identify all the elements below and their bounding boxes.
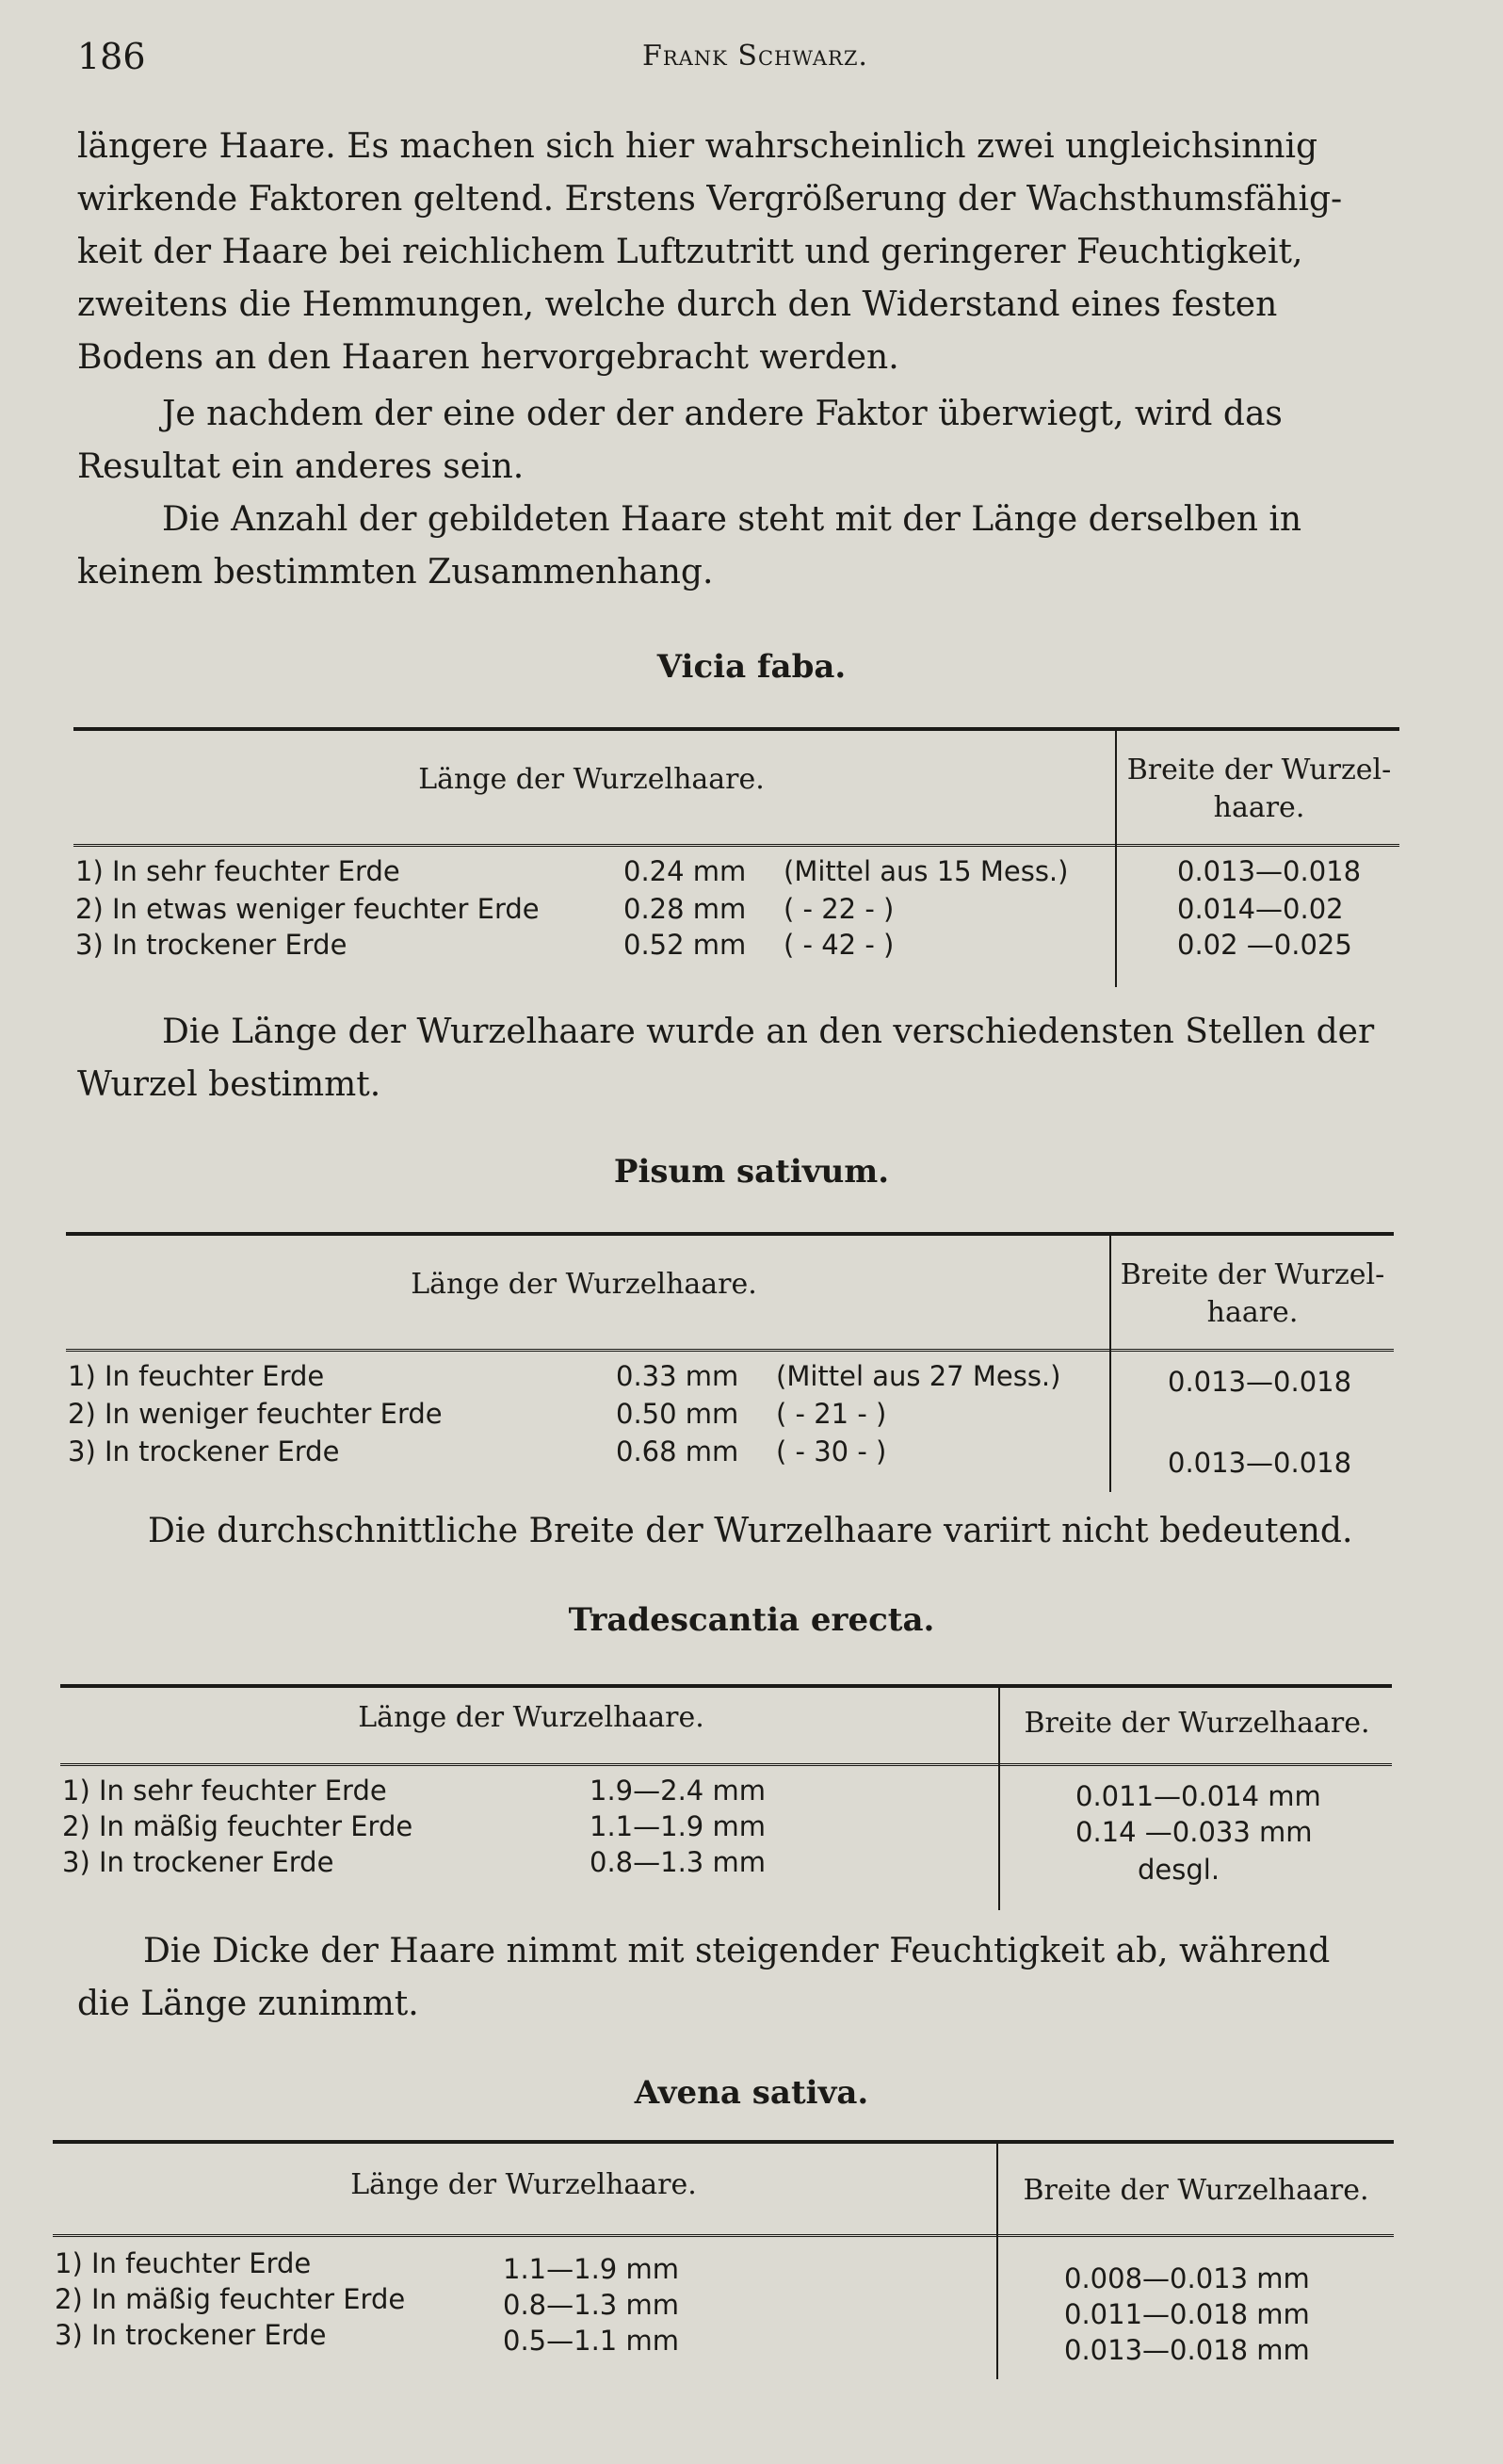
table-header bbox=[53, 2144, 1394, 2237]
paragraph-3 bbox=[77, 494, 1452, 599]
width-value: 0.013—0.018 mm bbox=[1064, 2334, 1310, 2366]
width-value: 0.02 —0.025 bbox=[1177, 929, 1352, 961]
row-label: 2) In mäßig feuchter Erde bbox=[55, 2283, 406, 2315]
row-label: 2) In mäßig feuchter Erde bbox=[62, 1810, 413, 1842]
width-value: 0.013—0.018 bbox=[1177, 855, 1362, 887]
row-label: 2) In etwas weniger feuchter Erde bbox=[75, 893, 540, 925]
measurement-note: ( - 22 - ) bbox=[784, 893, 895, 925]
paragraph-4 bbox=[77, 1006, 1452, 1111]
text-line: Die Dicke der Haare nimmt mit steigender Feuchtigkeit ab, während bbox=[143, 1932, 1331, 1970]
paragraph-1 bbox=[77, 121, 1452, 384]
text-line: Wurzel bestimmt. bbox=[77, 1065, 381, 1104]
column-divider bbox=[1115, 731, 1117, 987]
measurement-note: ( - 30 - ) bbox=[776, 1435, 887, 1467]
length-value: 0.28 mm bbox=[623, 893, 747, 925]
table-header bbox=[60, 1688, 1392, 1766]
text-line: Die Länge der Wurzelhaare wurde an den verschiedensten Stellen der bbox=[162, 1013, 1375, 1051]
text-line: Bodens an den Haaren hervorgebracht werden. bbox=[77, 338, 899, 377]
row-label: 3) In trockener Erde bbox=[75, 929, 347, 961]
column-header-width bbox=[1111, 1256, 1394, 1332]
table-pisum bbox=[66, 1232, 1394, 1492]
paragraph-5 bbox=[77, 1505, 1452, 1558]
text-line: Resultat ein anderes sein. bbox=[77, 447, 525, 486]
paragraph-6 bbox=[77, 1925, 1452, 2031]
width-value: 0.011—0.018 mm bbox=[1064, 2298, 1310, 2330]
row-label: 2) In weniger feuchter Erde bbox=[68, 1398, 443, 1430]
width-value: 0.014—0.02 bbox=[1177, 893, 1344, 925]
column-divider bbox=[1109, 1236, 1111, 1492]
column-header-length: Länge der Wurzelhaare. bbox=[418, 763, 765, 796]
measurement-note: ( - 42 - ) bbox=[784, 929, 895, 961]
text-line: Die Anzahl der gebildeten Haare steht mit der Länge derselben in bbox=[162, 500, 1302, 539]
page-number: 186 bbox=[77, 36, 146, 77]
length-value: 0.5—1.1 mm bbox=[503, 2325, 679, 2357]
text-line: Die durchschnittliche Breite der Wurzelhaare variirt nicht bedeutend. bbox=[148, 1512, 1353, 1550]
width-value: 0.013—0.018 bbox=[1168, 1447, 1352, 1479]
table-header bbox=[73, 731, 1399, 847]
row-label: 1) In feuchter Erde bbox=[68, 1360, 325, 1392]
text-line: Je nachdem der eine oder der andere Faktor überwiegt, wird das bbox=[162, 395, 1283, 433]
page-header bbox=[77, 36, 1443, 83]
text-line: die Länge zunimmt. bbox=[77, 1985, 419, 2023]
measurement-note: ( - 21 - ) bbox=[776, 1398, 887, 1430]
row-label: 3) In trockener Erde bbox=[55, 2319, 327, 2351]
row-label: 3) In trockener Erde bbox=[62, 1846, 334, 1878]
running-title: Frank Schwarz. bbox=[642, 40, 868, 73]
length-value: 0.50 mm bbox=[616, 1398, 739, 1430]
length-value: 0.33 mm bbox=[616, 1360, 739, 1392]
column-header-length: Länge der Wurzelhaare. bbox=[411, 1268, 757, 1301]
text-line: keinem bestimmten Zusammenhang. bbox=[77, 553, 714, 592]
column-divider bbox=[998, 1688, 1000, 1910]
column-header-width: Breite der Wurzelhaare. bbox=[1024, 1707, 1370, 1740]
text-line: zweitens die Hemmungen, welche durch den Widerstand eines festen bbox=[77, 285, 1278, 324]
header-line: haare. bbox=[1213, 791, 1305, 824]
length-value: 1.1—1.9 mm bbox=[503, 2253, 679, 2285]
length-value: 1.1—1.9 mm bbox=[590, 1810, 766, 1842]
text-line: keit der Haare bei reichlichem Luftzutritt und geringerer Feuchtigkeit, bbox=[77, 233, 1303, 271]
row-label: 1) In sehr feuchter Erde bbox=[62, 1775, 387, 1807]
header-line: Breite der Wurzel- bbox=[1120, 1258, 1385, 1291]
table-vicia bbox=[73, 727, 1399, 987]
length-value: 0.68 mm bbox=[616, 1435, 739, 1467]
length-value: 0.8—1.3 mm bbox=[590, 1846, 766, 1878]
length-value: 0.52 mm bbox=[623, 929, 747, 961]
table-tradescantia bbox=[60, 1684, 1392, 1910]
text-line: längere Haare. Es machen sich hier wahrscheinlich zwei ungleichsinnig bbox=[77, 127, 1318, 166]
width-value: 0.008—0.013 mm bbox=[1064, 2262, 1310, 2294]
length-value: 0.24 mm bbox=[623, 855, 747, 887]
row-label: 1) In feuchter Erde bbox=[55, 2247, 312, 2279]
table-title-avena: Avena sativa. bbox=[634, 2074, 869, 2112]
table-title-vicia: Vicia faba. bbox=[656, 648, 847, 686]
paragraph-2 bbox=[77, 388, 1452, 494]
text-line: wirkende Faktoren geltend. Erstens Vergrößerung der Wachsthumsfähig- bbox=[77, 180, 1343, 219]
header-line: haare. bbox=[1206, 1296, 1299, 1329]
column-header-length: Länge der Wurzelhaare. bbox=[358, 1701, 704, 1734]
width-value: desgl. bbox=[1138, 1854, 1220, 1886]
table-title-tradescantia: Tradescantia erecta. bbox=[568, 1601, 935, 1639]
measurement-note: (Mittel aus 15 Mess.) bbox=[784, 855, 1069, 887]
header-line: Breite der Wurzel- bbox=[1126, 754, 1392, 786]
table-title-pisum: Pisum sativum. bbox=[613, 1153, 890, 1191]
row-label: 1) In sehr feuchter Erde bbox=[75, 855, 400, 887]
length-value: 0.8—1.3 mm bbox=[503, 2289, 679, 2321]
column-header-width bbox=[1119, 752, 1399, 827]
measurement-note: (Mittel aus 27 Mess.) bbox=[776, 1360, 1061, 1392]
row-label: 3) In trockener Erde bbox=[68, 1435, 340, 1467]
width-value: 0.011—0.014 mm bbox=[1075, 1780, 1321, 1812]
width-value: 0.14 —0.033 mm bbox=[1075, 1816, 1313, 1848]
table-avena bbox=[53, 2140, 1394, 2379]
column-header-length: Länge der Wurzelhaare. bbox=[350, 2168, 697, 2201]
width-value: 0.013—0.018 bbox=[1168, 1366, 1352, 1398]
column-header-width: Breite der Wurzelhaare. bbox=[1023, 2174, 1369, 2207]
table-header bbox=[66, 1236, 1394, 1352]
column-divider bbox=[996, 2144, 998, 2379]
length-value: 1.9—2.4 mm bbox=[590, 1775, 766, 1807]
